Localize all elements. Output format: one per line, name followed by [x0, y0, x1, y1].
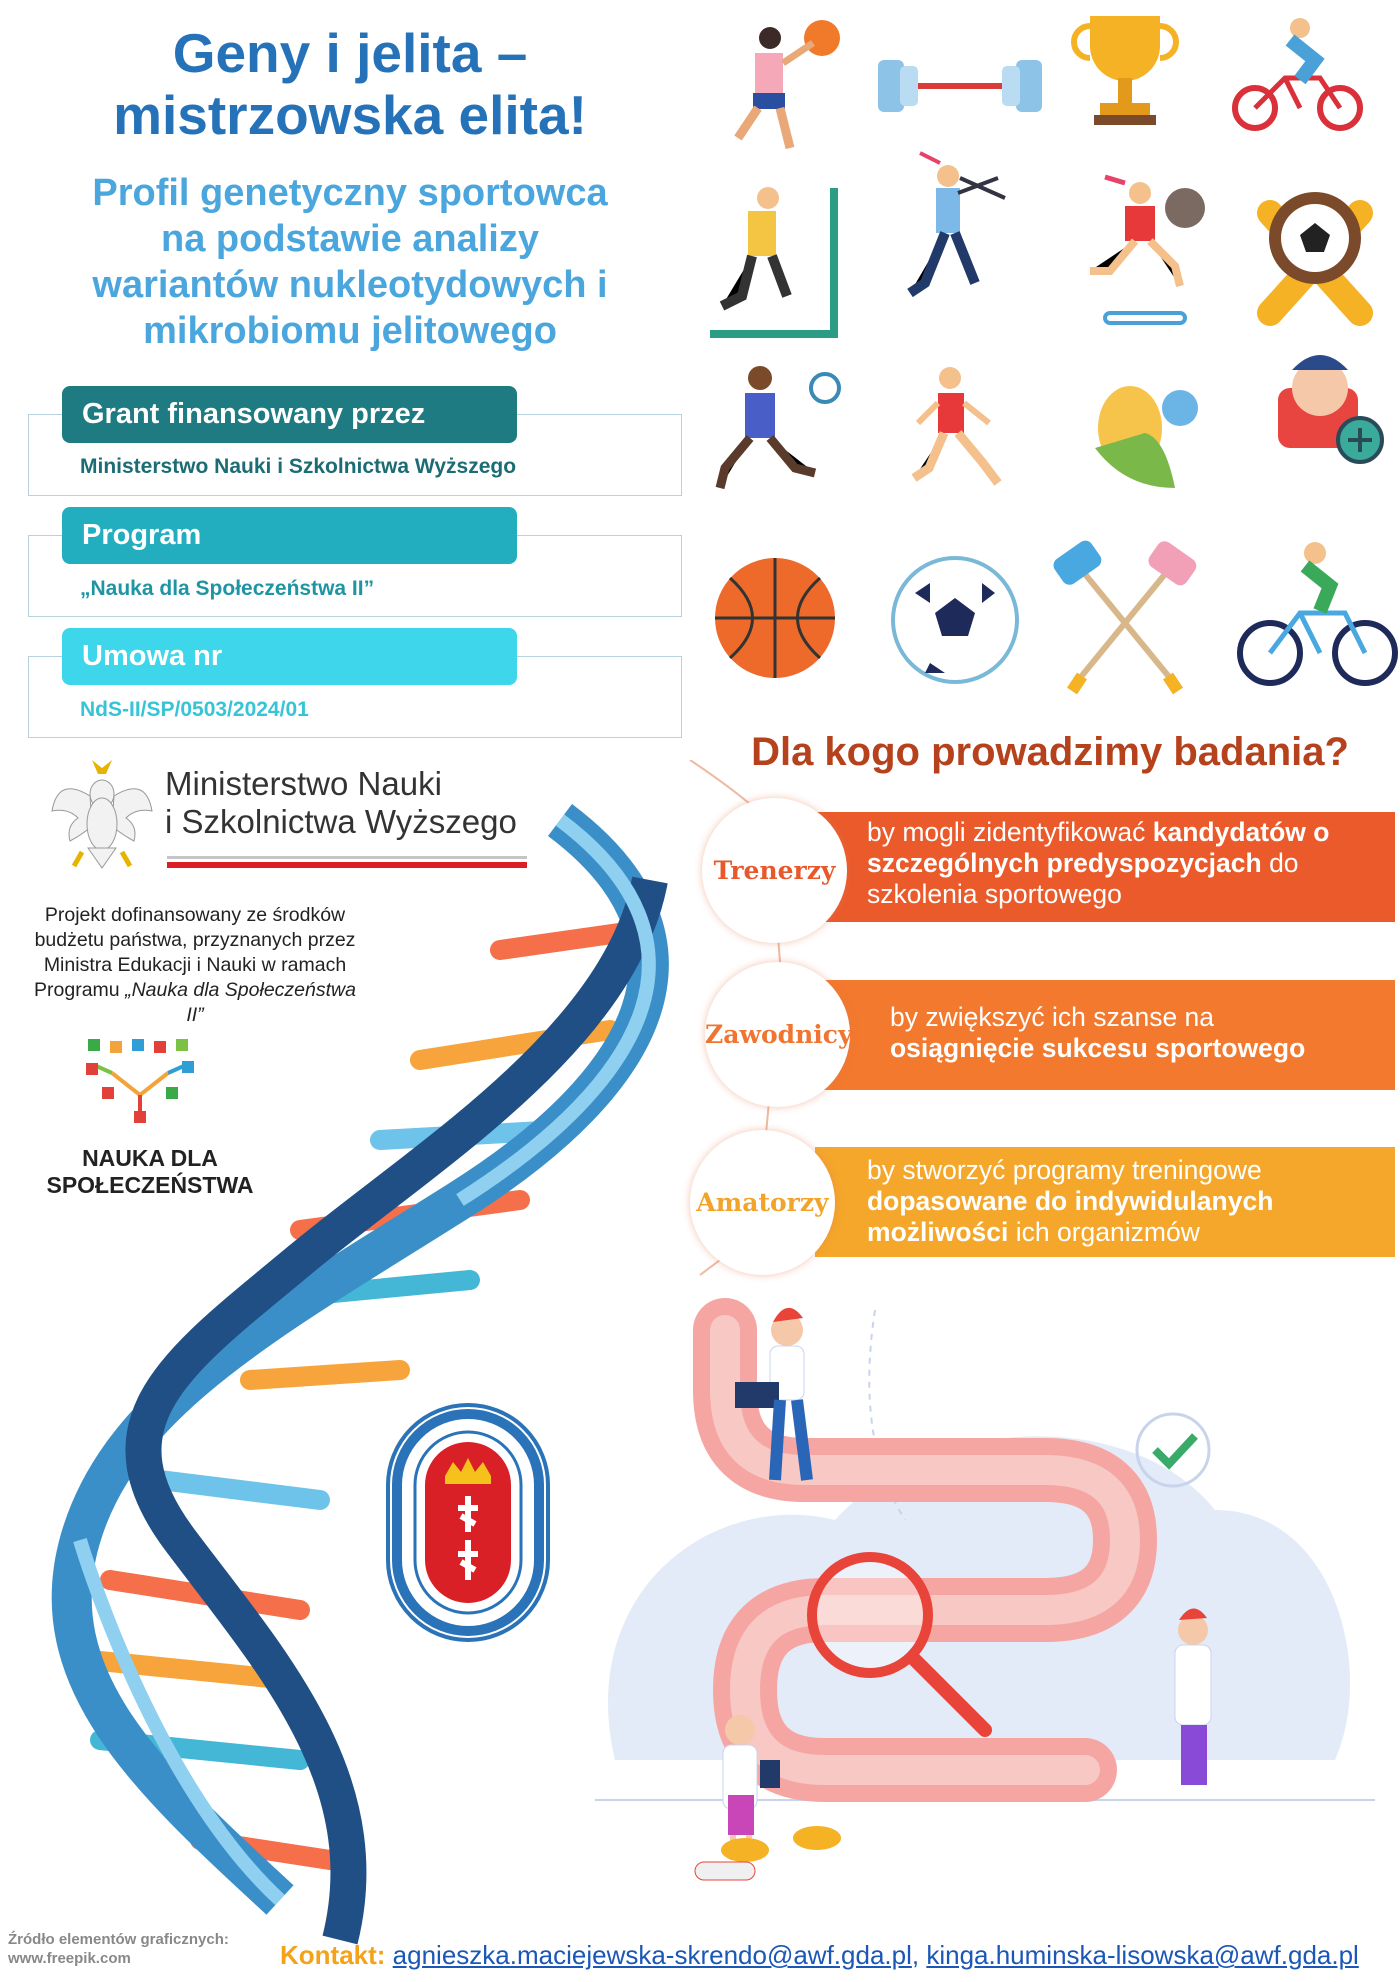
bicycle-icon	[1240, 542, 1395, 683]
ministry-line-2: i Szkolnictwa Wyższego	[165, 803, 517, 840]
athletes-circle: Zawodnicy	[705, 962, 850, 1107]
source-line-2: www.freepik.com	[8, 1950, 131, 1967]
ministry-line-1: Ministerstwo Nauki	[165, 765, 442, 802]
trainers-circle: Trenerzy	[702, 798, 847, 943]
email-link-2[interactable]: kinga.huminska-lisowska@awf.gda.pl	[926, 1940, 1359, 1970]
athletes-text-2-bold: osiągnięcie sukcesu sportowego	[890, 1033, 1306, 1063]
funding-note	[30, 903, 360, 1028]
grant-label: Grant finansowany przez	[62, 386, 517, 443]
trainers-text-1-bold: kandydatów o	[1152, 817, 1330, 847]
trainers-row	[815, 812, 1395, 922]
dumbbell-icon	[878, 60, 1042, 112]
graphics-source-note	[8, 1930, 268, 1968]
shot-put-icon	[1090, 177, 1205, 323]
funding-note-line-2: budżetu państwa, przyznanych przez	[34, 929, 356, 951]
football-ribbon-icon	[1269, 192, 1361, 313]
athletes-row	[815, 980, 1395, 1090]
funding-note-line-3: Ministra Edukacji i Nauki w ramach	[43, 954, 347, 976]
corn-ball-icon	[1095, 386, 1198, 488]
grant-value: Ministerstwo Nauki i Szkolnictwa Wyższego	[80, 455, 517, 478]
trainers-text-3: szkolenia sportowego	[867, 879, 1122, 909]
athletes-description	[890, 1002, 1305, 1064]
cyclist-icon	[1235, 18, 1360, 128]
trophy-icon	[1074, 16, 1176, 125]
program-value: „Nauka dla Społeczeństwa II”	[80, 577, 375, 600]
runner-icon	[910, 153, 1005, 293]
subtitle-line-3: wariantów nukleotydowych i	[92, 264, 608, 306]
pills-icon	[695, 1826, 841, 1880]
amateurs-text-3: ich organizmów	[1008, 1217, 1200, 1247]
athletes-text-1: by zwiększyć ich szanse na	[890, 1002, 1215, 1032]
amateurs-text-3-bold: możliwości	[867, 1217, 1009, 1247]
title-line-1: Geny i jelita –	[172, 22, 528, 84]
trainers-text-1: by mogli zidentyfikować	[867, 817, 1153, 847]
subtitle-line-1: Profil genetyczny sportowca	[92, 172, 608, 214]
trainers-text-2: do	[1261, 848, 1299, 878]
contact-label: Kontakt:	[280, 1940, 386, 1970]
page-title	[20, 22, 680, 146]
program-label: Program	[62, 507, 517, 564]
awf-university-logo	[383, 1400, 553, 1645]
hammer-icon	[1050, 538, 1199, 691]
email-link-1[interactable]: agnieszka.maciejewska-skrendo@awf.gda.pl	[392, 1940, 912, 1970]
nds-logo-line-1: NAUKA DLA	[82, 1145, 218, 1171]
amateurs-text-2-bold: dopasowane do indywidulanych	[867, 1186, 1274, 1216]
tennis-player-icon	[720, 366, 839, 488]
basketball-player-icon	[738, 20, 840, 148]
page-subtitle	[20, 170, 680, 354]
gut-research-illustration	[575, 1290, 1400, 1905]
coach-icon	[1278, 355, 1382, 462]
agreement-value: NdS-II/SP/0503/2024/01	[80, 698, 309, 721]
source-line-1: Źródło elementów graficznych:	[8, 1931, 229, 1948]
funding-note-program-name: „Nauka dla Społeczeństwa II”	[125, 979, 356, 1026]
funding-note-line-4-prefix: Programu	[34, 979, 126, 1001]
amateurs-text-1: by stworzyć programy treningowe	[867, 1155, 1262, 1185]
trainers-text-2-bold: szczególnych predyspozycjach	[867, 848, 1262, 878]
basketball-icon	[715, 558, 835, 678]
soccer-ball-icon	[893, 558, 1017, 682]
title-line-2: mistrzowska elita!	[113, 84, 587, 146]
amateurs-circle: Amatorzy	[690, 1130, 835, 1275]
email-separator: ,	[911, 1940, 920, 1970]
nds-logo-line-2: SPOŁECZEŃSTWA	[46, 1172, 254, 1198]
agreement-label: Umowa nr	[62, 628, 517, 685]
nds-logo-icon	[82, 1035, 202, 1125]
nds-logo-text	[30, 1145, 270, 1199]
amateurs-description	[867, 1155, 1273, 1248]
amateurs-row	[815, 1147, 1395, 1257]
contact-line	[280, 1940, 1359, 1971]
sprinter-icon	[914, 367, 998, 483]
sport-icons-grid	[700, 8, 1400, 703]
subtitle-line-4: mikrobiomu jelitowego	[143, 310, 557, 352]
trainers-description	[867, 817, 1329, 910]
funding-note-line-1: Projekt dofinansowany ze środków	[44, 904, 346, 926]
volleyball-player-icon	[710, 187, 838, 338]
audience-question: Dla kogo prowadzimy badania?	[751, 730, 1349, 774]
subtitle-line-2: na podstawie analizy	[161, 218, 539, 260]
